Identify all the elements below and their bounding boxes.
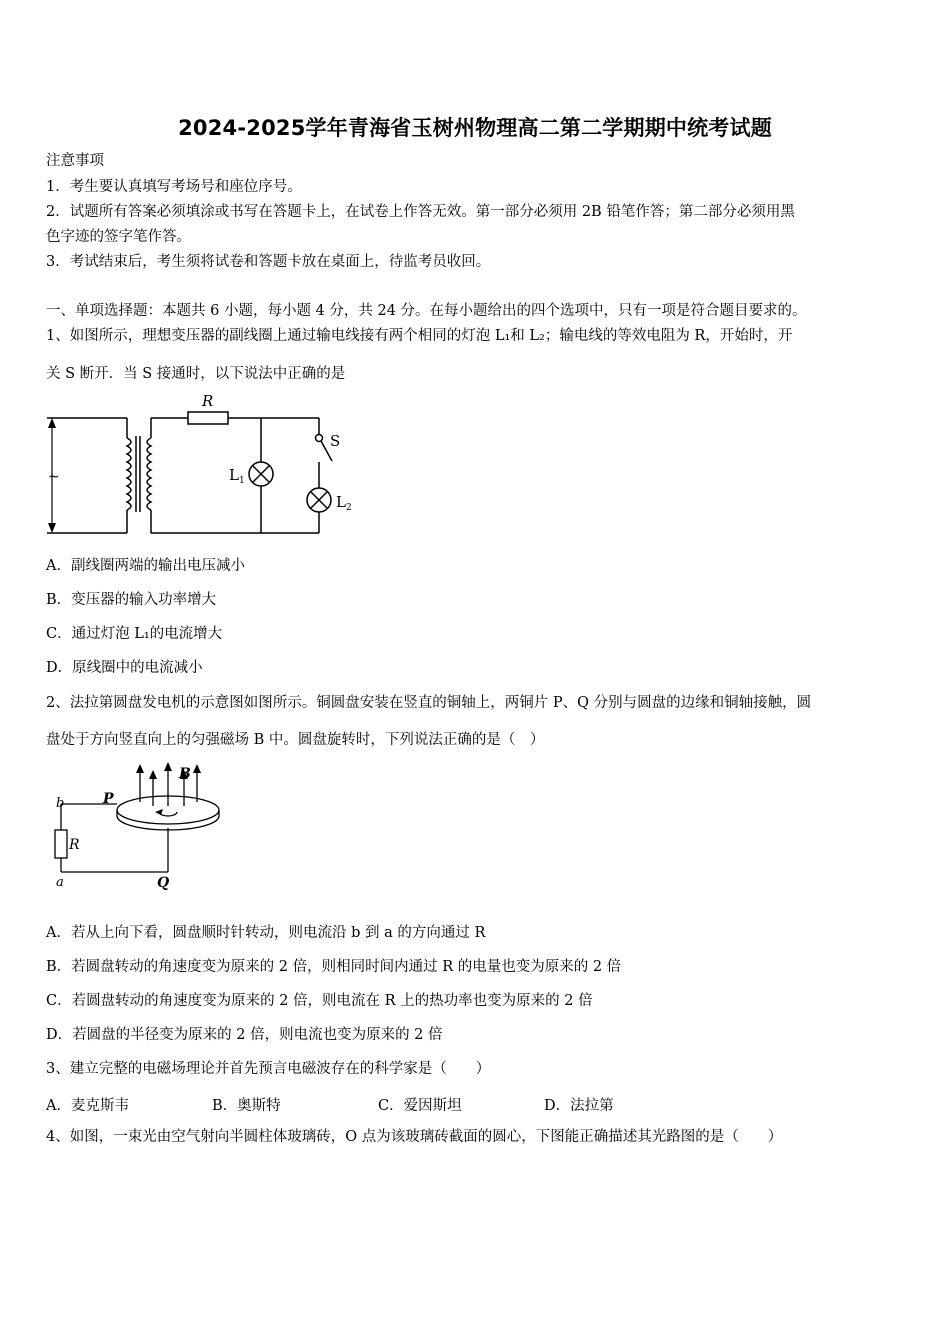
contact-label-p: P <box>103 791 114 807</box>
terminal-label-a: a <box>56 875 64 890</box>
q1-option-d: D．原线圈中的电流减小 <box>46 660 203 676</box>
field-arrow-icon <box>136 764 144 773</box>
notice-item-1: 1．考生要认真填写考场号和座位序号。 <box>46 179 302 195</box>
field-label-b: B <box>179 766 191 782</box>
q2-option-a: A．若从上向下看，圆盘顺时针转动，则电流沿 b 到 a 的方向通过 R <box>46 925 486 941</box>
arrow-down-icon <box>48 523 56 533</box>
arrow-up-icon <box>48 418 56 428</box>
field-arrow-icon <box>149 770 157 779</box>
q2-option-c: C．若圆盘转动的角速度变为原来的 2 倍，则电流在 R 上的热功率也变为原来的 2 倍 <box>46 993 593 1009</box>
lamp-label-l2: L <box>336 493 346 511</box>
q1-stem-line2: 关 S 断开．当 S 接通时，以下说法中正确的是 <box>46 366 346 382</box>
q2-stem-line1: 2、法拉第圆盘发电机的示意图如图所示。铜圆盘安装在竖直的铜轴上，两铜片 P、Q 分别与圆盘的边缘和铜轴接触，圆 <box>46 695 812 711</box>
notice-item-2-cont: 色字迹的签字笔作答。 <box>46 229 191 245</box>
field-arrow-icon <box>164 762 172 771</box>
terminal-label-b: b <box>56 796 65 811</box>
q1-stem-line1: 1、如图所示，理想变压器的副线圈上通过输电线接有两个相同的灯泡 L₁和 L₂；输电线的等效电阻为 R，开始时，开 <box>46 328 793 344</box>
notice-item-3: 3．考试结束后，考生须将试卷和答题卡放在桌面上，待监考员收回。 <box>46 254 491 270</box>
contact-label-q: Q <box>157 875 170 891</box>
q2-option-b: B．若圆盘转动的角速度变为原来的 2 倍，则相同时间内通过 R 的电量也变为原来的 2 倍 <box>46 959 622 975</box>
q4-stem: 4、如图，一束光由空气射向半圆柱体玻璃砖，O 点为该玻璃砖截面的圆心，下图能正确描述其光路图的是（ ） <box>46 1129 783 1145</box>
q1-transformer-circuit <box>40 388 370 538</box>
resistor-label-r: R <box>202 392 214 410</box>
field-arrow-icon <box>193 764 201 773</box>
q2-option-d: D．若圆盘的半径变为原来的 2 倍，则电流也变为原来的 2 倍 <box>46 1027 443 1043</box>
q1-option-c: C．通过灯泡 L₁的电流增大 <box>46 626 223 642</box>
lamp-label-l2-sub: 2 <box>346 503 352 513</box>
lamp-label-l1-sub: 1 <box>239 476 245 486</box>
section-heading: 一、单项选择题：本题共 6 小题，每小题 4 分，共 24 分。在每小题给出的四个选项中，只有一项是符合题目要求的。 <box>46 303 807 319</box>
notice-item-2: 2．试题所有答案必须填涂或书写在答题卡上，在试卷上作答无效。第一部分必须用 2B 铅笔作答；第二部分必须用黑 <box>46 204 795 220</box>
q3-option-a: A．麦克斯韦 <box>46 1098 129 1114</box>
lamp-label-l1: L <box>229 466 239 484</box>
switch-label-s: S <box>330 432 341 450</box>
q2-faraday-disk-figure <box>45 760 245 895</box>
q3-options-row <box>46 1094 664 1115</box>
q3-option-b: B．奥斯特 <box>212 1098 281 1114</box>
notice-heading: 注意事项 <box>46 153 104 169</box>
q1-option-a: A．副线圈两端的输出电压减小 <box>46 558 245 574</box>
exam-title: 2024-2025学年青海省玉树州物理高二第二学期期中统考试题 <box>178 116 772 140</box>
q2-stem-line2: 盘处于方向竖直向上的匀强磁场 B 中。圆盘旋转时，下列说法正确的是（ ） <box>46 732 545 748</box>
q1-option-b: B．变压器的输入功率增大 <box>46 592 217 608</box>
q3-option-c: C．爱因斯坦 <box>378 1098 462 1114</box>
q3-option-d: D．法拉第 <box>544 1098 614 1114</box>
ac-source-symbol: ~ <box>48 469 60 485</box>
resistor-label-r: R <box>69 837 80 853</box>
q3-stem: 3、建立完整的电磁场理论并首先预言电磁波存在的科学家是（ ） <box>46 1061 491 1077</box>
